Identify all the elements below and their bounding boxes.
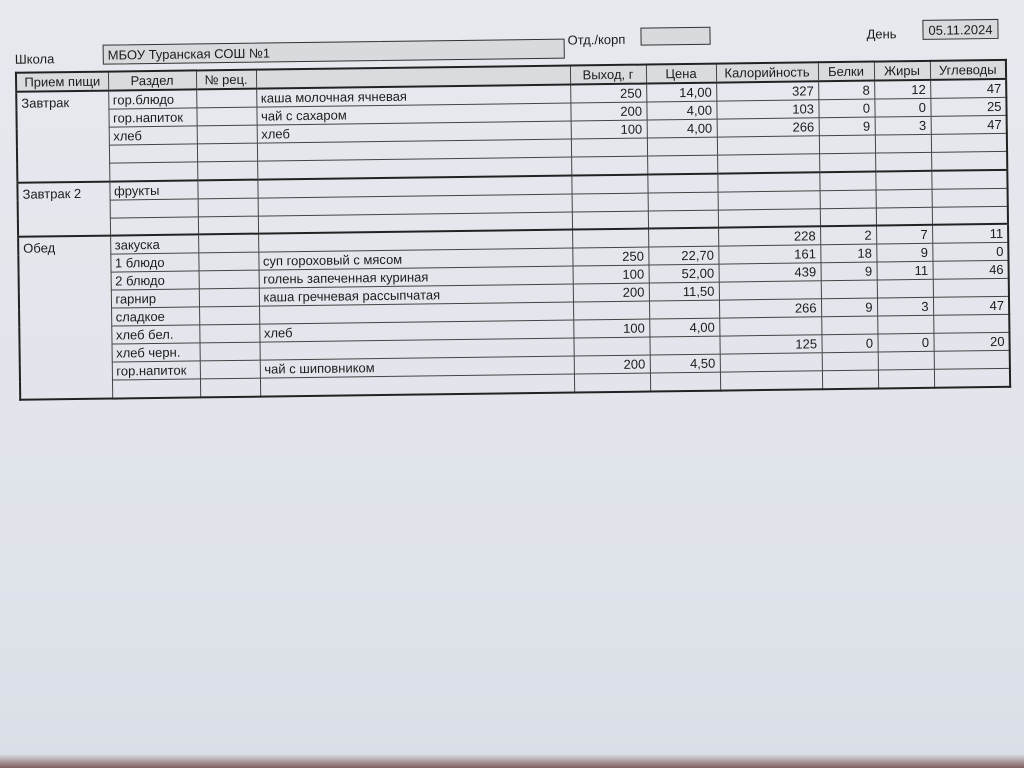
cell-recipe bbox=[198, 198, 258, 217]
column-header: Раздел bbox=[108, 70, 196, 90]
cell-kcal: 161 bbox=[718, 245, 820, 264]
cell-protein bbox=[819, 135, 875, 154]
cell-fat bbox=[876, 189, 932, 208]
cell-section: гарнир bbox=[111, 289, 199, 308]
cell-protein bbox=[821, 280, 877, 299]
cell-protein: 8 bbox=[818, 81, 874, 100]
cell-kcal: 103 bbox=[716, 100, 818, 119]
cell-carbs bbox=[934, 350, 1010, 369]
cell-fat: 12 bbox=[874, 80, 930, 99]
day-field: 05.11.2024 bbox=[922, 19, 998, 40]
meal-name: Завтрак bbox=[16, 91, 109, 183]
cell-section bbox=[110, 198, 198, 217]
cell-section: закуска bbox=[110, 234, 198, 254]
cell-protein bbox=[822, 352, 878, 371]
cell-weight bbox=[572, 229, 648, 248]
cell-price: 11,50 bbox=[649, 282, 719, 301]
cell-recipe bbox=[200, 360, 260, 379]
cell-price: 14,00 bbox=[646, 83, 716, 102]
cell-price bbox=[647, 137, 717, 156]
cell-section: гор.блюдо bbox=[108, 89, 196, 109]
table-edge-shadow bbox=[0, 754, 1024, 768]
cell-price: 4,00 bbox=[649, 318, 719, 337]
cell-protein bbox=[820, 208, 876, 227]
cell-recipe bbox=[196, 107, 256, 126]
cell-weight: 200 bbox=[574, 355, 650, 374]
column-header: № рец. bbox=[196, 70, 256, 90]
cell-carbs bbox=[931, 169, 1007, 188]
cell-weight bbox=[573, 301, 649, 320]
cell-fat bbox=[878, 351, 934, 370]
cell-recipe bbox=[200, 378, 260, 397]
cell-kcal bbox=[719, 317, 821, 336]
cell-kcal: 439 bbox=[719, 263, 821, 282]
dept-field bbox=[640, 27, 710, 46]
cell-kcal bbox=[720, 371, 822, 390]
cell-weight bbox=[573, 337, 649, 356]
school-label: Школа bbox=[14, 51, 55, 67]
cell-fat: 0 bbox=[874, 98, 930, 117]
cell-weight: 250 bbox=[570, 84, 646, 103]
cell-kcal bbox=[717, 172, 819, 192]
cell-protein: 9 bbox=[819, 117, 875, 136]
cell-dish: хлеб bbox=[259, 320, 573, 342]
cell-recipe bbox=[197, 125, 257, 144]
cell-carbs: 47 bbox=[931, 115, 1007, 134]
cell-fat: 3 bbox=[875, 116, 931, 135]
cell-section: 1 блюдо bbox=[110, 253, 198, 272]
cell-price bbox=[647, 155, 717, 174]
cell-recipe bbox=[199, 270, 259, 289]
cell-dish: хлеб bbox=[257, 121, 571, 143]
cell-carbs: 0 bbox=[932, 242, 1008, 261]
cell-fat: 9 bbox=[876, 243, 932, 262]
cell-price: 22,70 bbox=[648, 246, 718, 265]
cell-protein: 2 bbox=[820, 226, 876, 245]
column-header: Жиры bbox=[874, 61, 930, 81]
cell-fat bbox=[875, 170, 931, 189]
cell-carbs: 11 bbox=[932, 224, 1008, 243]
cell-kcal: 327 bbox=[716, 81, 818, 101]
meal-name: Завтрак 2 bbox=[17, 181, 110, 237]
cell-section: сладкое bbox=[111, 307, 199, 326]
cell-section: хлеб bbox=[109, 126, 197, 145]
cell-price bbox=[648, 192, 718, 211]
cell-section: хлеб бел. bbox=[111, 325, 199, 344]
cell-kcal: 228 bbox=[718, 226, 820, 246]
menu-body bbox=[16, 79, 1010, 399]
meal-name: Обед bbox=[18, 236, 112, 400]
cell-protein: 18 bbox=[820, 244, 876, 263]
column-header: Выход, г bbox=[570, 65, 646, 85]
cell-weight bbox=[571, 156, 647, 175]
cell-dish: суп гороховый с мясом bbox=[258, 248, 572, 270]
cell-kcal bbox=[718, 190, 820, 209]
cell-price bbox=[648, 228, 718, 247]
cell-fat: 3 bbox=[877, 297, 933, 316]
cell-carbs: 47 bbox=[930, 79, 1006, 98]
column-header: Углеводы bbox=[930, 60, 1006, 80]
cell-weight bbox=[572, 211, 648, 230]
cell-section: гор.напиток bbox=[108, 108, 196, 127]
cell-recipe bbox=[199, 306, 259, 325]
cell-weight bbox=[572, 193, 648, 212]
cell-carbs bbox=[934, 368, 1010, 387]
cell-carbs bbox=[932, 206, 1008, 225]
cell-recipe bbox=[197, 143, 257, 162]
cell-carbs: 46 bbox=[933, 260, 1009, 279]
cell-protein bbox=[819, 153, 875, 172]
cell-recipe bbox=[197, 161, 257, 180]
cell-kcal bbox=[717, 136, 819, 155]
cell-price bbox=[650, 372, 720, 391]
cell-price: 4,50 bbox=[650, 354, 720, 373]
cell-fat bbox=[875, 134, 931, 153]
cell-price: 52,00 bbox=[649, 264, 719, 283]
cell-protein: 9 bbox=[821, 298, 877, 317]
cell-carbs bbox=[931, 133, 1007, 152]
cell-price bbox=[648, 210, 718, 229]
cell-dish bbox=[260, 374, 574, 396]
cell-weight: 100 bbox=[573, 265, 649, 284]
cell-kcal: 266 bbox=[719, 299, 821, 318]
cell-recipe bbox=[196, 89, 256, 108]
day-label: День bbox=[866, 26, 897, 42]
cell-section: гор.напиток bbox=[112, 361, 200, 380]
column-header: Белки bbox=[818, 62, 874, 82]
column-header: Калорийность bbox=[716, 62, 818, 82]
cell-dish: чай с шиповником bbox=[260, 356, 574, 378]
cell-protein: 0 bbox=[821, 334, 877, 353]
cell-carbs bbox=[932, 188, 1008, 207]
cell-section: 2 блюдо bbox=[111, 271, 199, 290]
cell-recipe bbox=[198, 252, 258, 271]
cell-section: хлеб черн. bbox=[112, 343, 200, 362]
cell-kcal: 125 bbox=[719, 335, 821, 354]
cell-carbs: 47 bbox=[933, 296, 1009, 315]
cell-carbs bbox=[933, 278, 1009, 297]
cell-section bbox=[109, 162, 197, 181]
cell-fat: 7 bbox=[876, 225, 932, 244]
cell-protein bbox=[821, 316, 877, 335]
cell-recipe bbox=[199, 324, 259, 343]
dept-label: Отд./корп bbox=[567, 31, 626, 48]
cell-price bbox=[649, 336, 719, 355]
cell-recipe bbox=[198, 234, 258, 253]
cell-protein: 9 bbox=[821, 262, 877, 281]
cell-recipe bbox=[197, 179, 257, 198]
cell-protein bbox=[819, 171, 875, 190]
cell-kcal bbox=[717, 154, 819, 173]
cell-fat: 11 bbox=[877, 261, 933, 280]
cell-carbs bbox=[933, 314, 1009, 333]
cell-dish: каша гречневая рассыпчатая bbox=[259, 284, 573, 306]
menu-table bbox=[15, 59, 1011, 400]
cell-weight: 100 bbox=[573, 319, 649, 338]
cell-weight: 200 bbox=[573, 283, 649, 302]
cell-weight bbox=[571, 138, 647, 157]
column-header: Прием пищи bbox=[16, 72, 108, 92]
cell-price bbox=[647, 173, 717, 192]
cell-protein bbox=[822, 370, 878, 389]
cell-kcal bbox=[718, 208, 820, 227]
cell-fat bbox=[875, 152, 931, 171]
cell-dish: каша молочная ячневая bbox=[256, 85, 570, 108]
cell-protein: 0 bbox=[818, 99, 874, 118]
cell-protein bbox=[820, 190, 876, 209]
cell-carbs bbox=[931, 151, 1007, 170]
cell-price bbox=[649, 300, 719, 319]
cell-weight bbox=[571, 174, 647, 193]
cell-kcal bbox=[719, 281, 821, 300]
cell-section bbox=[112, 379, 200, 398]
cell-recipe bbox=[198, 216, 258, 235]
cell-carbs: 20 bbox=[933, 332, 1009, 351]
cell-section bbox=[109, 144, 197, 163]
cell-price: 4,00 bbox=[646, 101, 716, 120]
cell-fat bbox=[878, 369, 934, 388]
cell-kcal bbox=[720, 353, 822, 372]
cell-section bbox=[110, 216, 198, 235]
cell-price: 4,00 bbox=[647, 119, 717, 138]
cell-kcal: 266 bbox=[717, 118, 819, 137]
cell-recipe bbox=[200, 342, 260, 361]
cell-weight bbox=[574, 373, 650, 392]
cell-dish: голень запеченная куриная bbox=[259, 266, 573, 288]
cell-section: фрукты bbox=[109, 180, 197, 200]
cell-weight: 100 bbox=[571, 120, 647, 139]
school-field: МБОУ Туранская СОШ №1 bbox=[103, 39, 565, 65]
cell-dish: чай с сахаром bbox=[256, 103, 570, 125]
column-header: Цена bbox=[646, 64, 716, 84]
cell-fat bbox=[877, 279, 933, 298]
cell-fat bbox=[876, 207, 932, 226]
cell-weight: 200 bbox=[570, 102, 646, 121]
cell-weight: 250 bbox=[572, 247, 648, 266]
cell-recipe bbox=[199, 288, 259, 307]
cell-fat bbox=[877, 315, 933, 334]
cell-carbs: 25 bbox=[930, 97, 1006, 116]
cell-fat: 0 bbox=[877, 333, 933, 352]
